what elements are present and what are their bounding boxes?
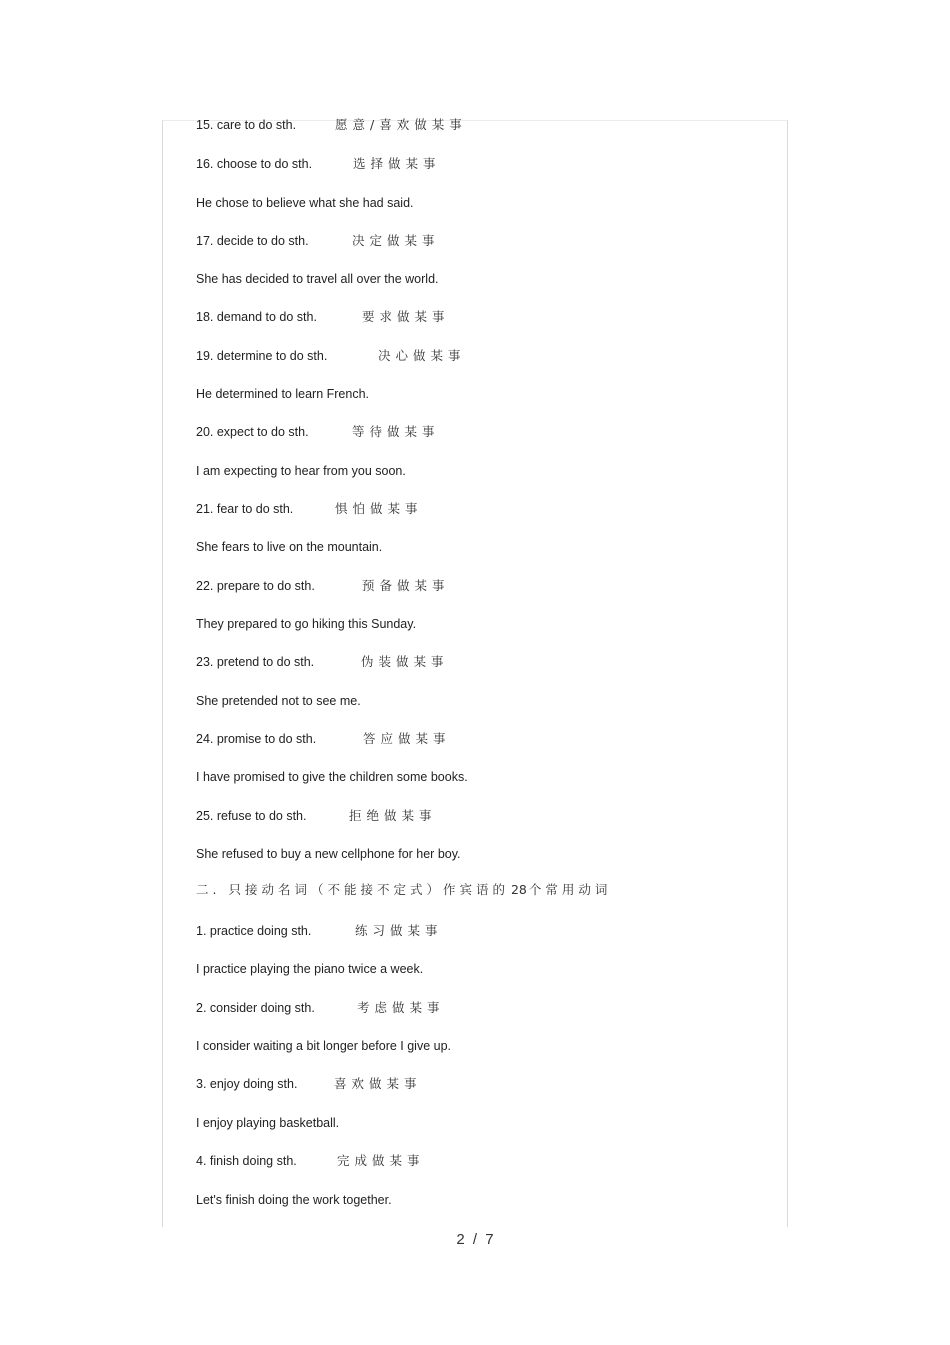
vocab-term: 3. enjoy doing sth. — [196, 1077, 298, 1091]
vocab-item — [196, 501, 423, 517]
vocab-gloss: 考虑做某事 — [357, 1000, 445, 1015]
example-sentence: He determined to learn French. — [196, 387, 370, 401]
vocab-term: 22. prepare to do sth. — [196, 579, 315, 593]
vocab-gloss: 完成做某事 — [337, 1153, 425, 1168]
vocab-gloss: 练习做某事 — [355, 923, 443, 938]
vocab-item — [196, 808, 437, 824]
vocab-gloss: 预备做某事 — [362, 578, 450, 593]
vocab-gloss: 愿意/喜欢做某事 — [335, 117, 467, 132]
vocab-term: 4. finish doing sth. — [196, 1154, 297, 1168]
vocab-term: 21. fear to do sth. — [196, 502, 294, 516]
vocab-term: 2. consider doing sth. — [196, 1001, 315, 1015]
vocab-item — [196, 731, 451, 747]
vocab-term: 19. determine to do sth. — [196, 349, 328, 363]
vocab-term: 25. refuse to do sth. — [196, 809, 307, 823]
vocab-term: 16. choose to do sth. — [196, 157, 313, 171]
vocab-gloss: 答应做某事 — [363, 731, 451, 746]
vocab-gloss: 选择做某事 — [353, 156, 441, 171]
vocab-gloss: 决心做某事 — [378, 348, 466, 363]
vocab-item — [196, 156, 441, 172]
vocab-gloss: 要求做某事 — [362, 309, 450, 324]
example-sentence: I consider waiting a bit longer before I give up. — [196, 1039, 452, 1053]
vocab-item — [196, 233, 440, 249]
vocab-gloss: 喜欢做某事 — [334, 1076, 422, 1091]
vocab-term: 18. demand to do sth. — [196, 310, 317, 324]
vocab-item — [196, 348, 466, 364]
vocab-item — [196, 1076, 422, 1092]
vocab-term: 15. care to do sth. — [196, 118, 297, 132]
vocab-item — [196, 923, 443, 939]
example-sentence: She pretended not to see me. — [196, 694, 361, 708]
vocab-item — [196, 309, 450, 325]
page-separator: / — [472, 1231, 478, 1248]
vocab-gloss: 决定做某事 — [352, 233, 440, 248]
vocab-term: 17. decide to do sth. — [196, 234, 309, 248]
section-heading — [196, 882, 611, 898]
vocab-item — [196, 424, 440, 440]
example-sentence: They prepared to go hiking this Sunday. — [196, 617, 417, 631]
example-sentence: She fears to live on the mountain. — [196, 540, 383, 554]
vocab-gloss: 伪装做某事 — [361, 654, 449, 669]
vocab-gloss: 拒绝做某事 — [349, 808, 437, 823]
vocab-item — [196, 1000, 445, 1016]
section-heading-suffix: 个常用动词 — [528, 882, 612, 897]
vocab-term: 23. pretend to do sth. — [196, 655, 315, 669]
vocab-gloss: 等待做某事 — [352, 424, 440, 439]
vocab-item — [196, 654, 449, 670]
vocab-term: 1. practice doing sth. — [196, 924, 312, 938]
current-page-number: 2 — [456, 1231, 465, 1248]
vocab-gloss: 惧怕做某事 — [335, 501, 423, 516]
section-heading-count: 28 — [510, 882, 527, 897]
example-sentence: I enjoy playing basketball. — [196, 1116, 340, 1130]
example-sentence: I practice playing the piano twice a week. — [196, 962, 424, 976]
page-indicator — [0, 1231, 950, 1248]
example-sentence: She refused to buy a new cellphone for her boy. — [196, 847, 461, 861]
example-sentence: I am expecting to hear from you soon. — [196, 464, 406, 478]
example-sentence: She has decided to travel all over the world. — [196, 272, 439, 286]
vocab-term: 20. expect to do sth. — [196, 425, 309, 439]
example-sentence: Let's finish doing the work together. — [196, 1193, 392, 1207]
vocab-item — [196, 1153, 425, 1169]
vocab-item — [196, 578, 450, 594]
total-pages: 7 — [485, 1231, 494, 1248]
example-sentence: I have promised to give the children some books. — [196, 770, 468, 784]
example-sentence: He chose to believe what she had said. — [196, 196, 414, 210]
vocab-item — [196, 117, 467, 133]
section-heading-text: 二. 只接动名词（不能接不定式）作宾语的 — [196, 882, 509, 897]
vocab-term: 24. promise to do sth. — [196, 732, 317, 746]
